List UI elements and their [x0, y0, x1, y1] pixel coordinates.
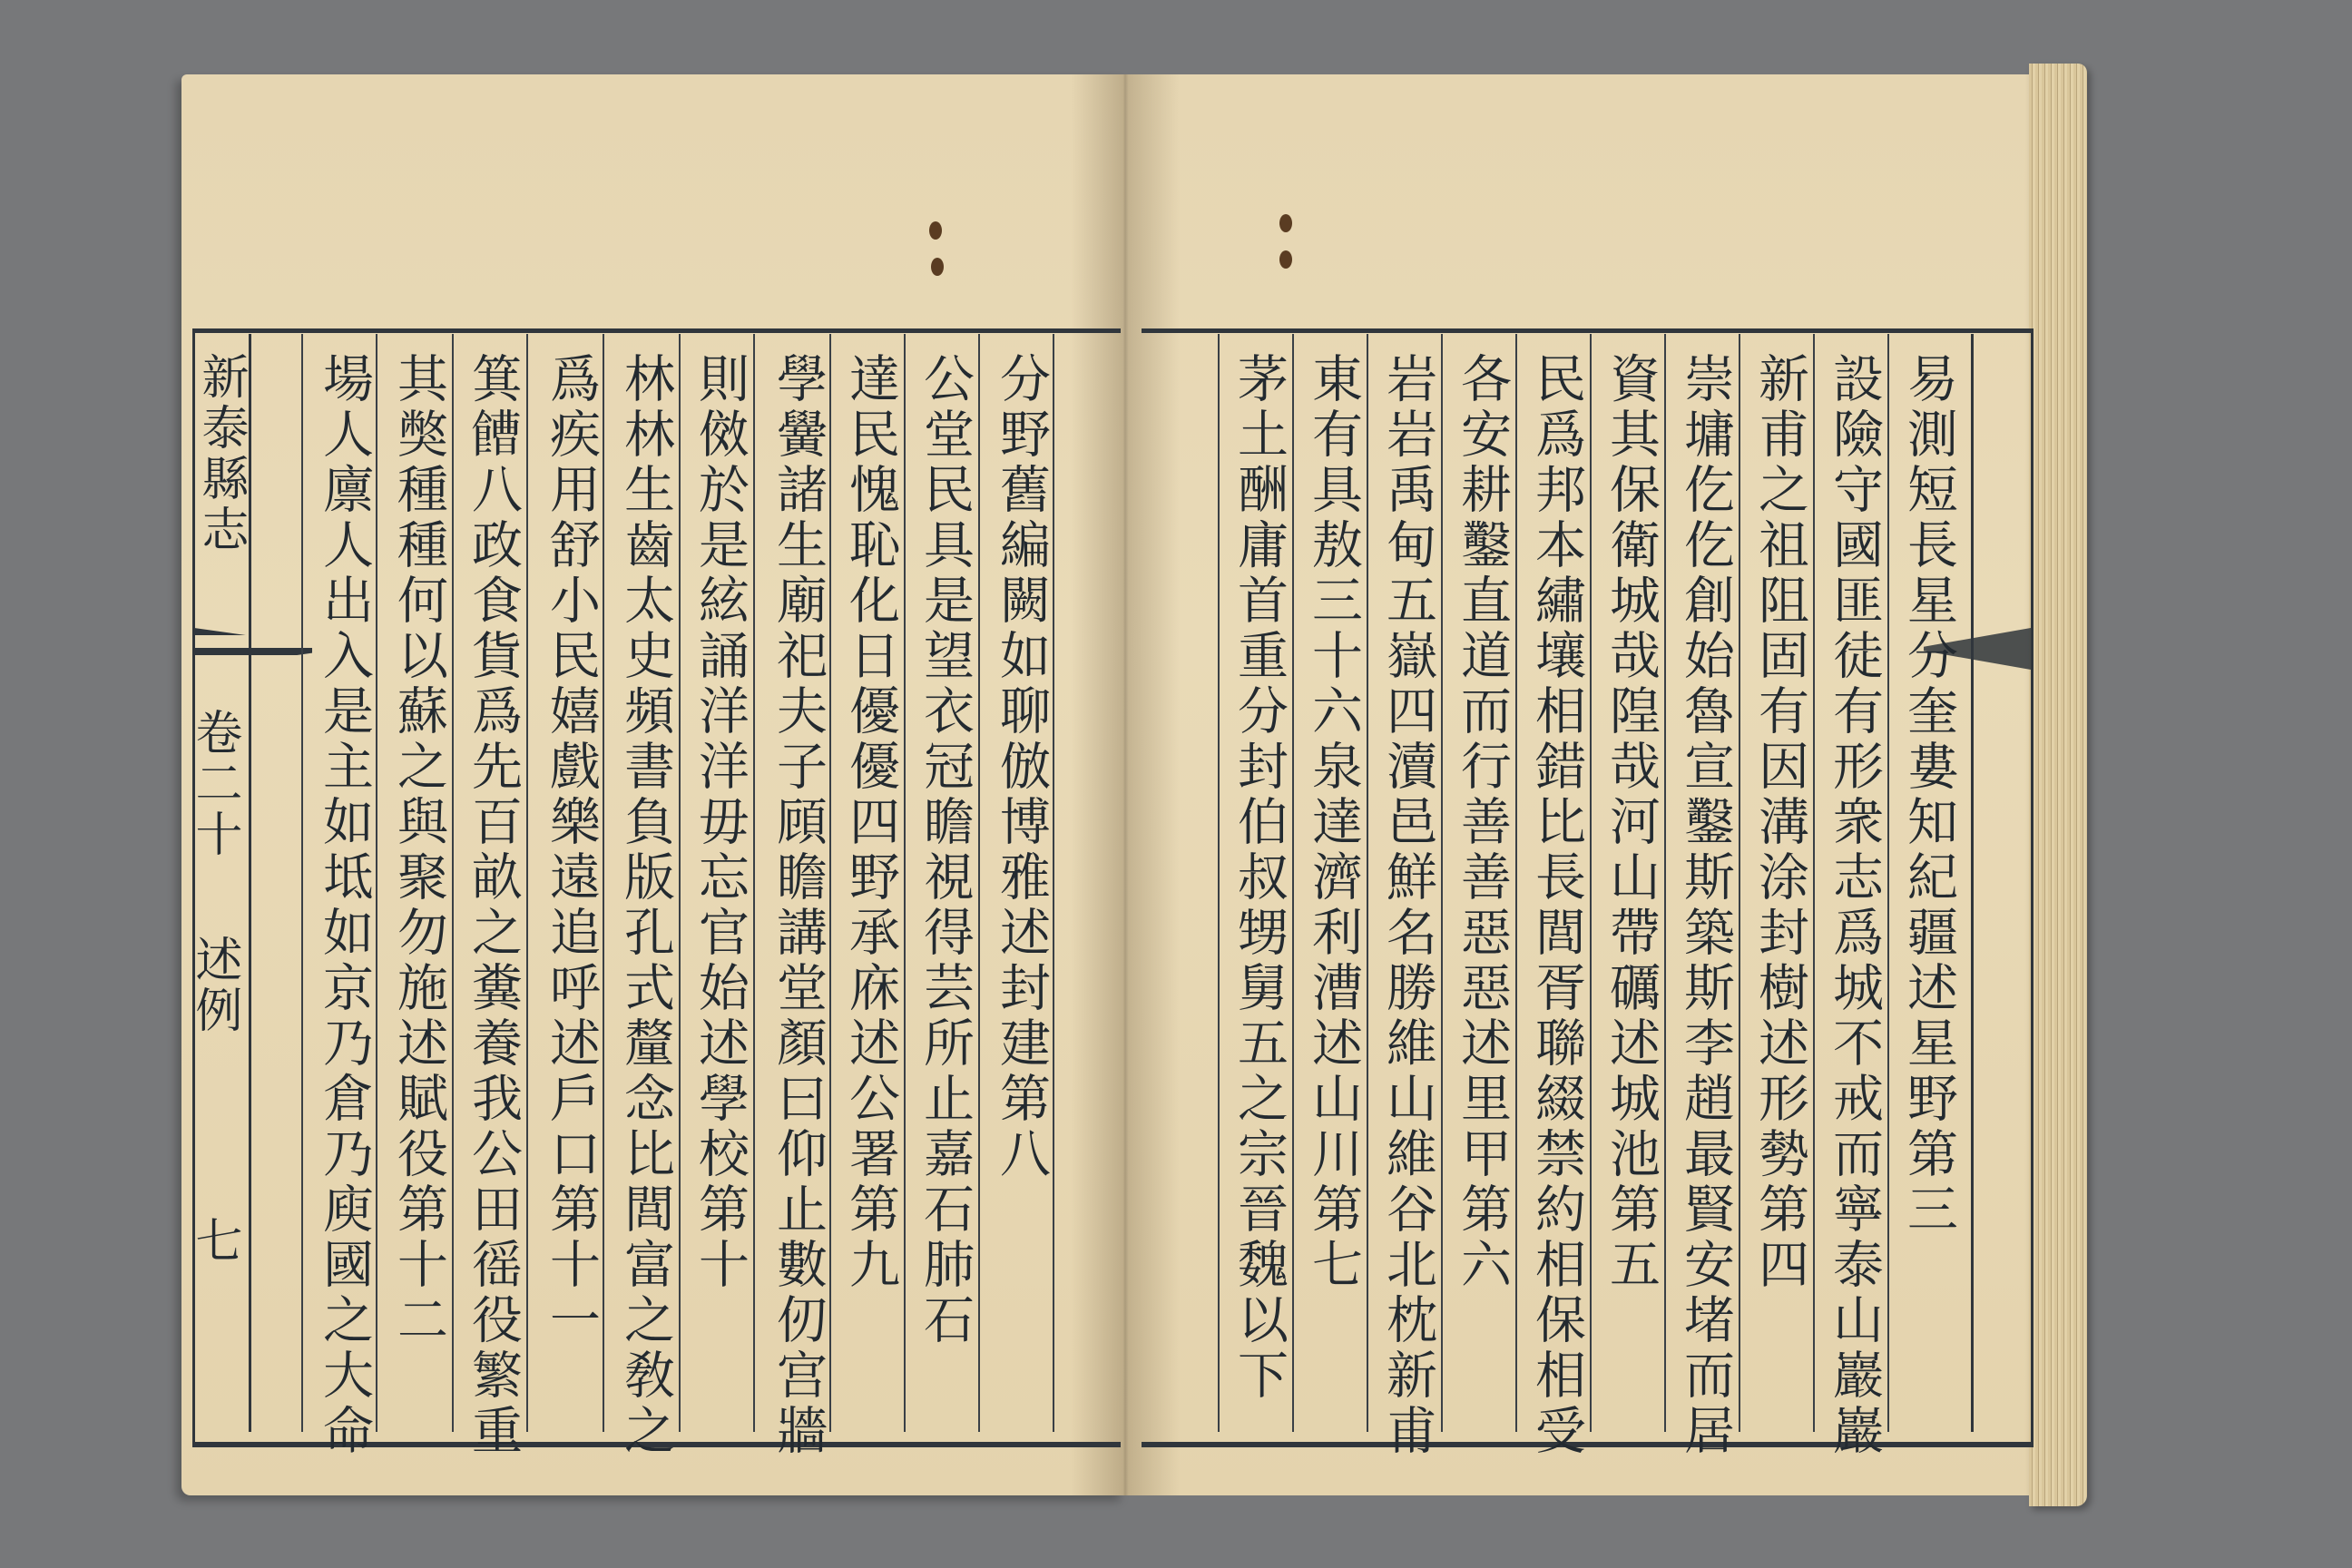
- leaf-number: 七: [187, 1216, 241, 1267]
- column-rule: [1739, 334, 1740, 1432]
- text-column: 達民愧恥化日優優四野承庥述公署第九: [841, 352, 900, 1293]
- book-title: 新泰縣志: [193, 352, 248, 555]
- column-rule: [1813, 334, 1815, 1432]
- text-column: 民爲邦本繡壤相錯比長閭胥聯綴禁約相保相受: [1527, 352, 1586, 1459]
- text-column: 則傚於是絃誦洋洋毋忘官始述學校第十: [691, 352, 750, 1293]
- column-rule: [452, 334, 454, 1432]
- column-rule: [376, 334, 377, 1432]
- page-edges: [2029, 64, 2087, 1506]
- margin-rule: [249, 334, 251, 1432]
- section-label: 述例: [187, 935, 241, 1036]
- text-column: 崇墉仡仡創始魯宣鑿斯築斯李趙最賢安堵而居: [1676, 352, 1735, 1459]
- text-column: 分野舊編闕如聊倣博雅述封建第八: [992, 352, 1051, 1182]
- binding-hole-left-2: [931, 258, 944, 276]
- column-rule: [679, 334, 681, 1432]
- text-column: 箕𩞄八政食貨爲先百畝之糞養我公田徭役繁重: [464, 352, 523, 1459]
- text-column: 岩岩禹甸五嶽四瀆邑鮮名勝維山維谷北枕新甫: [1378, 352, 1437, 1459]
- column-rule: [1367, 334, 1368, 1432]
- column-rule: [904, 334, 906, 1432]
- column-rule: [603, 334, 604, 1432]
- column-rule: [978, 334, 980, 1432]
- binding-hole-left-1: [929, 221, 942, 240]
- column-rule: [301, 334, 303, 1432]
- column-rule: [1664, 334, 1666, 1432]
- binding-hole-right-2: [1279, 250, 1292, 269]
- text-column: 新甫之祖阻固有因溝涂封樹述形勢第四: [1750, 352, 1809, 1293]
- text-column: 設險守國匪徒有形衆志爲城不戒而寧泰山巖巖: [1825, 352, 1884, 1459]
- column-rule: [829, 334, 831, 1432]
- column-rule: [753, 334, 755, 1432]
- column-rule: [1590, 334, 1592, 1432]
- binding-hole-right-1: [1279, 214, 1292, 232]
- text-column: 其獘種種何以蘇之與聚勿施述賦役第十二: [389, 352, 448, 1348]
- text-column: 東有具敖三十六泉達濟利漕述山川第七: [1304, 352, 1363, 1293]
- column-rule: [1053, 334, 1054, 1432]
- column-rule: [526, 334, 528, 1432]
- column-rule: [1441, 334, 1443, 1432]
- column-rule: [1292, 334, 1294, 1432]
- text-column: 學黌諸生廟祀夫子頋瞻講堂顏曰仰止數仞宫牆: [769, 352, 828, 1459]
- text-column: 茅土酬庸首重分封伯叔甥舅五之宗晉魏以下: [1230, 352, 1289, 1404]
- text-column: 各安耕鑿直道而行善善惡惡述里甲第六: [1453, 352, 1512, 1293]
- text-column: 公堂民具是望衣冠瞻視得芸所止嘉石肺石: [916, 352, 975, 1348]
- text-column: 場人廪人出入是主如坻如京乃倉乃庾國之大命: [315, 352, 374, 1459]
- text-column: 資其保衛城哉隍哉河山帶礪述城池第五: [1602, 352, 1661, 1293]
- column-rule: [1887, 334, 1889, 1432]
- column-rule: [1515, 334, 1517, 1432]
- text-column: 爲疾用舒小民嬉戲樂遠追呼述戶口第十一: [542, 352, 601, 1348]
- text-column: 易測短長星分奎婁知紀疆述星野第三: [1899, 352, 1958, 1238]
- text-column: 林林生齒太史頻書負版孔式釐念比閭富之敎之: [616, 352, 675, 1459]
- column-rule: [1218, 334, 1220, 1432]
- margin-rule: [1971, 334, 1974, 1432]
- volume-label: 卷二十: [187, 708, 241, 860]
